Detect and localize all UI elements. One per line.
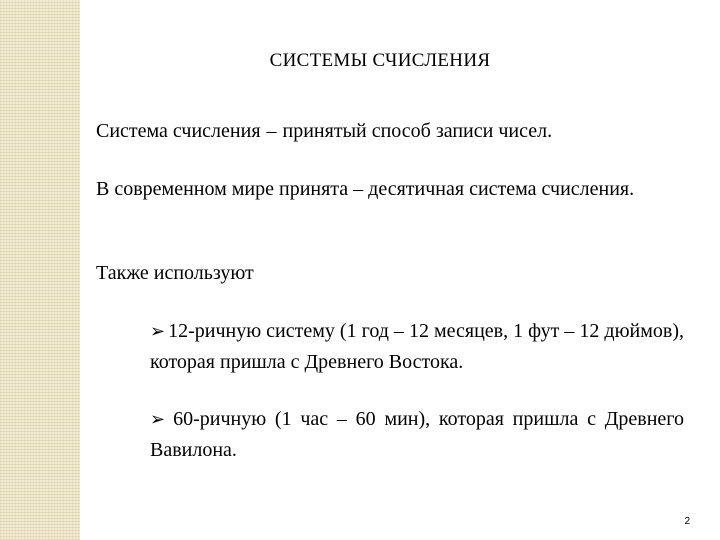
arrow-bullet-icon: ➢ — [150, 321, 166, 342]
arrow-bullet-icon: ➢ — [150, 409, 166, 430]
also-used-label: Также используют — [96, 262, 254, 284]
bullet-item-sexagesimal — [150, 404, 684, 465]
decorative-side-strip — [0, 0, 80, 540]
slide — [80, 0, 720, 540]
slide-title: СИСТЕМЫ СЧИСЛЕНИЯ — [269, 50, 491, 71]
bullet-text: 12-ричную систему (1 год – 12 месяцев, 1 фут – 12 дюймов), которая пришла с Древнего Востока. — [150, 320, 684, 373]
definition-term: Система счисления — [96, 120, 261, 142]
definition-dash: – — [266, 120, 277, 142]
bullet-text: 60-ричную (1 час – 60 мин), которая пришла с Древнего Вавилона. — [150, 408, 684, 461]
bullet-item-duodecimal — [150, 316, 684, 377]
decimal-system-paragraph: В современном мире принята – десятичная система счисления. — [96, 178, 635, 200]
page-number: 2 — [684, 516, 690, 527]
definition-text: принятый способ записи чисел. — [282, 120, 553, 142]
definition-paragraph — [96, 116, 684, 146]
